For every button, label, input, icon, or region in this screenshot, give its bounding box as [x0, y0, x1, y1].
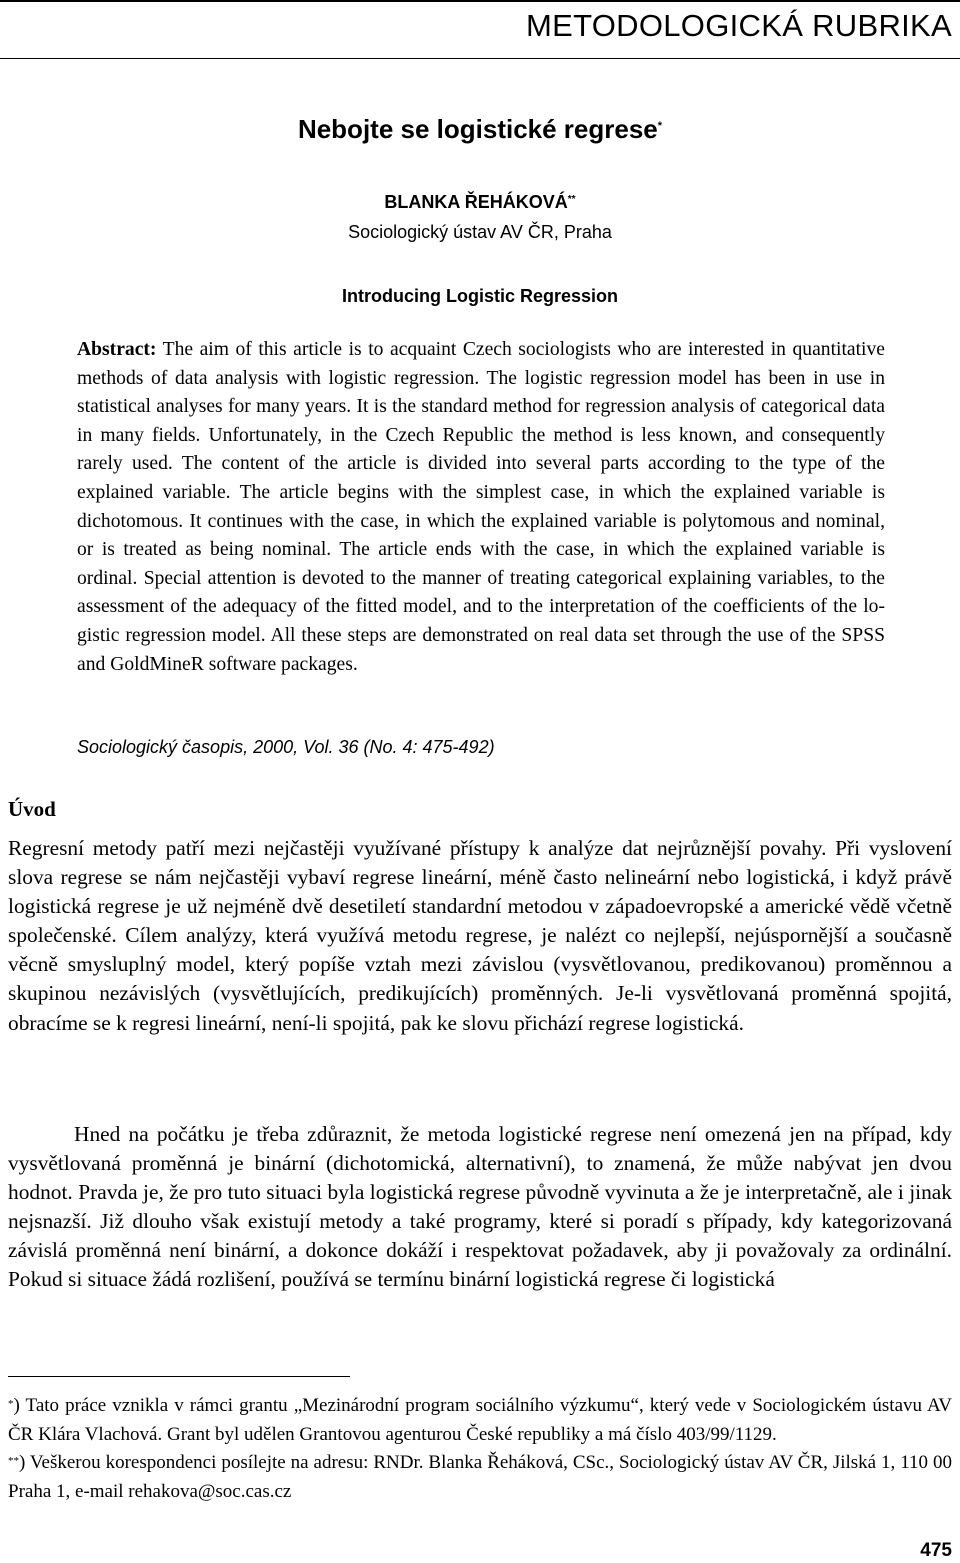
- footnote-2-text: ) Veškerou korespondenci posílejte na adresu: RNDr. Blanka Řeháková, CSc., Sociologický ústav AV ČR, Jilská 1, 110 00 Praha 1, e-mail rehakova@soc.cas.cz: [8, 1452, 952, 1502]
- author-name: [0, 192, 960, 213]
- section-heading: Úvod: [8, 797, 56, 821]
- title-footnote-mark: *: [657, 120, 663, 132]
- header-top-rule: [0, 0, 960, 2]
- body-paragraph-1: [8, 834, 952, 1038]
- footnote-separator: [8, 1376, 350, 1377]
- article-title-text: Nebojte se logistické regrese: [297, 114, 658, 144]
- body-paragraph-2: [8, 1120, 952, 1295]
- abstract-text: The aim of this article is to acquaint Czech sociologists who are interested in quantitative methods of data analysis with logistic regression. The logistic regression model has been in use in statistical analyses for many years. It is the standard method for regression analysis of categorical data in many fields. Unfortunately, in the Czech Republic the method is less known, and consequently rarely used. The content of the article is divided into several parts according to the type of the explained variable. The article begins with the simplest case, in which the explained variable is dichotomous. It continues with the case, in which the explained variable is polytomous and nominal, or is treated as being nominal. The article ends with the case, in which the explained variable is ordinal. Special attention is devoted to the manner of treating categorical explaining variables, to the assessment of the adequacy of the fitted model, and to the interpretation of the coefficients of the logistic regression model. All these steps are demonstrated on real data set through the use of the SPSS and GoldMineR software packages.: [77, 339, 885, 675]
- abstract: [77, 336, 885, 679]
- rubric-heading: METODOLOGICKÁ RUBRIKA: [525, 8, 952, 43]
- article-title: [0, 114, 960, 145]
- abstract-label: Abstract:: [77, 339, 157, 360]
- journal-citation: Sociologický časopis, 2000, Vol. 36 (No. 4: 475-492): [77, 737, 495, 757]
- footnote-2-mark: **: [8, 1455, 19, 1467]
- paragraph-text: Hned na počátku je třeba zdůraznit, že metoda logistické regrese není omezená jen na případ, kdy vysvětlovaná proměnná je binární (dichotomická, alternativní), to znamená, že může nabývat jen dvou hodnot. Pravda je, že pro tuto situaci byla logistická regrese původně vyvinuta a že je interpretačně, ale i jinak nejsnazší. Již dlouho však existují metody a také programy, které si poradí s případy, kdy kategorizovaná závislá proměnná není binární, a dokonce dokáží i respektovat požadavek, aby ji považovaly za ordinální. Pokud si situace žádá rozlišení, používá se termínu binární logistická regrese či logistická: [8, 1122, 952, 1292]
- author-name-text: BLANKA ŘEHÁKOVÁ: [384, 192, 568, 212]
- footnote-1-mark: *: [8, 1398, 14, 1410]
- footnote-2: [8, 1449, 952, 1506]
- footnote-1-text: ) Tato práce vznikla v rámci grantu „Mezinárodní program sociálního výzkumu“, který vede v Sociologickém ústavu AV ČR Klára Vlachová. Grant byl udělen Grantovou agenturou České republiky a má číslo 403/99/1129.: [8, 1395, 952, 1445]
- header-bottom-rule: [0, 58, 960, 59]
- page-number: 475: [920, 1540, 952, 1561]
- footnote-1: [8, 1392, 952, 1449]
- footnotes: [8, 1392, 952, 1506]
- paragraph-text: Regresní metody patří mezi nejčastěji využívané přístupy k analýze dat nejrůznější povahy. Při vyslovení slova regrese se nám nejčastěji vybaví regrese lineární, méně často nelineární nebo logistická, i když právě logistická regrese je už nejméně dvě desetiletí standardní metodou v západoevropské a americké vědě včetně společenské. Cílem analýzy, která využívá metodu regrese, je nalézt co nejlepší, nejúspornější a současně věcně smysluplný model, který popíše vztah mezi závislou (vysvětlovanou, predikovanou) proměnnou a skupinou nezávislých (vysvětlujících, predikujících) proměnných. Je-li vysvětlovaná proměnná spojitá, obracíme se k regresi lineární, není-li spojitá, pak ke slovu přichází regrese logistická.: [8, 836, 952, 1035]
- author-affiliation: Sociologický ústav AV ČR, Praha: [348, 222, 612, 242]
- english-title: Introducing Logistic Regression: [341, 286, 619, 306]
- author-footnote-mark: **: [567, 194, 576, 205]
